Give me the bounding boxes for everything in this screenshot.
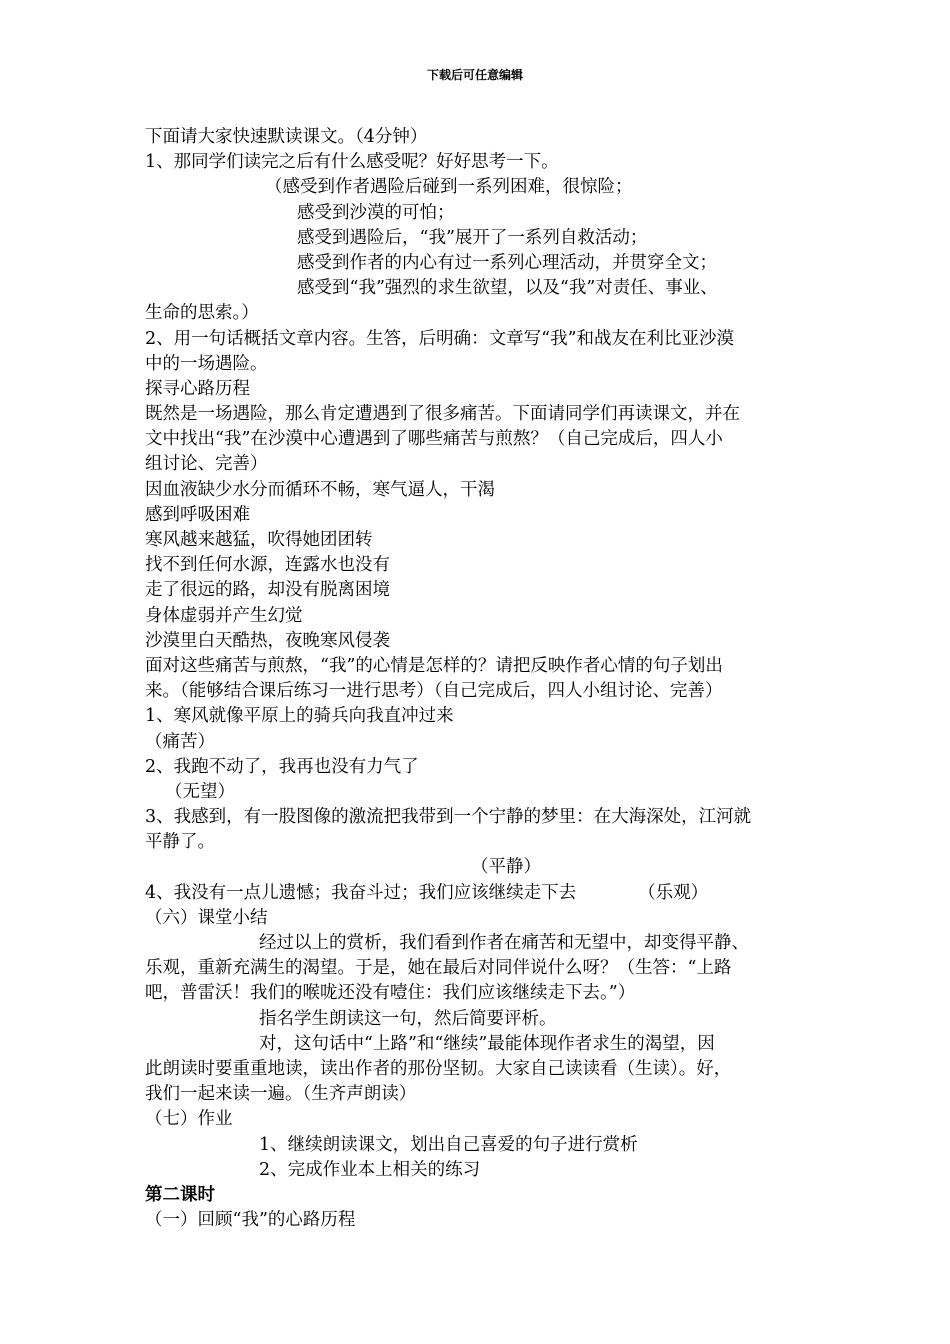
text-line: 此朗读时要重重地读，读出作者的那份坚韧。大家自己读读看（生读）。好， xyxy=(145,1058,732,1079)
text-line: 面对这些痛苦与煎熬，“我”的心情是怎样的？请把反映作者心情的句子划出 xyxy=(145,655,723,676)
text-line: 沙漠里白天酷热，夜晚寒风侵袭 xyxy=(145,630,390,651)
text-line: 平静了。 xyxy=(145,832,215,853)
text-line: 中的一场遇险。 xyxy=(145,353,268,374)
text-line: （痛苦） xyxy=(145,731,215,752)
section-heading: （一）回顾“我”的心路历程 xyxy=(145,1210,356,1231)
text-segment: 4、我没有一点儿遗憾；我奋斗过；我们应该继续走下去 xyxy=(145,882,577,903)
text-line: 经过以上的赏析，我们看到作者在痛苦和无望中，却变得平静、 xyxy=(259,933,749,953)
text-line: 下面请大家快速默读课文。（4分钟） xyxy=(145,127,428,147)
text-line: （感受到作者遇险后碰到一系列困难，很惊险； xyxy=(265,177,633,198)
text-line: 感受到作者的内心有过一系列心理活动，并贯穿全文； xyxy=(297,252,717,273)
text-line: 指名学生朗读这一句，然后简要评析。 xyxy=(259,1008,557,1029)
text-line xyxy=(145,881,813,906)
text-line: （平静） xyxy=(471,857,541,878)
text-line: 对，这句话中“上路”和“继续”最能体现作者求生的渴望，因 xyxy=(259,1033,715,1054)
text-line: 乐观，重新充满生的渴望。于是，她在最后对同伴说什么呀？（生答：“上路 xyxy=(145,958,732,979)
text-line: 组讨论、完善） xyxy=(145,454,268,475)
text-line: 寒风越来越猛，吹得她团团转 xyxy=(145,530,373,550)
text-line: 吧，普雷沃！我们的喉咙还没有噎住：我们应该继续走下去。”） xyxy=(145,983,636,1004)
text-line: 2、完成作业本上相关的练习 xyxy=(259,1159,481,1180)
section-heading: （六）课堂小结 xyxy=(145,907,268,928)
text-line: 1、寒风就像平原上的骑兵向我直冲过来 xyxy=(145,706,454,727)
text-line: 感到呼吸困难 xyxy=(145,504,250,525)
text-line: （无望） xyxy=(165,781,235,802)
text-line: 身体虚弱并产生幻觉 xyxy=(145,605,303,626)
page-header: 下载后可任意编辑 xyxy=(426,68,523,82)
text-line: 生命的思索。） xyxy=(145,303,259,324)
text-line: 1、继续朗读课文，划出自己喜爱的句子进行赏析 xyxy=(259,1134,638,1155)
text-line: 文中找出“我”在沙漠中心遭遇到了哪些痛苦与煎熬？（自己完成后，四人小 xyxy=(145,429,723,450)
text-line: 感受到“我”强烈的求生欲望，以及“我”对责任、事业、 xyxy=(297,278,718,299)
text-line: 2、我跑不动了，我再也没有力气了 xyxy=(145,756,419,777)
text-line: 我们一起来读一遍。（生齐声朗读） xyxy=(145,1084,417,1105)
section-heading: （七）作业 xyxy=(145,1109,233,1130)
text-line: 感受到遇险后，“我”展开了一系列自救活动； xyxy=(297,227,648,248)
text-line: 1、那同学们读完之后有什么感受呢？好好思考一下。 xyxy=(145,152,559,173)
document-body xyxy=(145,125,813,1233)
text-line: 来。（能够结合课后练习一进行思考）（自己完成后，四人小组讨论、完善） xyxy=(145,681,723,702)
text-segment: （乐观） xyxy=(638,882,709,903)
text-line: 因血液缺少水分而循环不畅，寒气逼人，干渴 xyxy=(145,479,495,500)
text-line: 3、我感到，有一股图像的激流把我带到一个宁静的梦里：在大海深处，江河就 xyxy=(145,807,752,828)
text-line: 找不到任何水源，连露水也没有 xyxy=(145,555,390,576)
text-line: 感受到沙漠的可怕； xyxy=(297,202,455,223)
text-line: 走了很远的路，却没有脱离困境 xyxy=(145,580,390,601)
section-heading: 第二课时 xyxy=(145,1184,215,1205)
text-line: 2、用一句话概括文章内容。生答，后明确：文章写“我”和战友在利比亚沙漠 xyxy=(145,328,735,349)
section-heading: 探寻心路历程 xyxy=(145,378,250,399)
text-line: 既然是一场遇险，那么肯定遭遇到了很多痛苦。下面请同学们再读课文，并在 xyxy=(145,404,740,425)
